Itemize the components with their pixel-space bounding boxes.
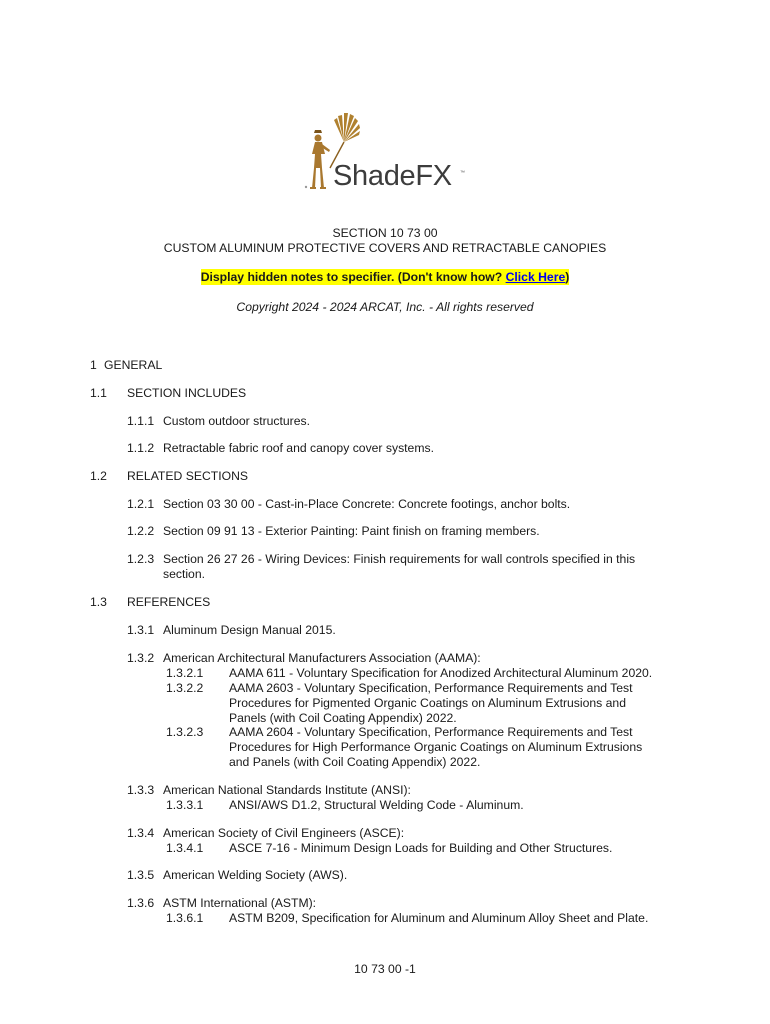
subparagraph-text: Procedures for High Performance Organic Coatings on Aluminum Extrusions bbox=[229, 740, 643, 754]
logo-wordmark: ShadeFX bbox=[333, 160, 452, 192]
paragraph-number: 1.2.2 bbox=[127, 524, 155, 538]
paragraph-number: 1.3.2 bbox=[127, 651, 155, 665]
paragraph-text: Section 03 30 00 - Cast-in-Place Concrete: Concrete footings, anchor bolts. bbox=[163, 497, 571, 511]
subparagraph-text: Panels (with Coil Coating Appendix) 2022. bbox=[229, 711, 457, 725]
section-title: CUSTOM ALUMINUM PROTECTIVE COVERS AND RETRACTABLE CANOPIES bbox=[163, 241, 607, 255]
paragraph-number: 1.3.5 bbox=[127, 868, 155, 882]
paragraph-number: 1.1.2 bbox=[127, 441, 155, 455]
paragraph-number: 1.1.1 bbox=[127, 414, 155, 428]
article-title: RELATED SECTIONS bbox=[127, 469, 248, 483]
paragraph-text: Aluminum Design Manual 2015. bbox=[163, 623, 336, 637]
page-number: 10 73 00 -1 bbox=[354, 962, 416, 976]
article-title: REFERENCES bbox=[127, 595, 211, 609]
subparagraph-number: 1.3.2.2 bbox=[166, 681, 204, 695]
logo-trademark: ™ bbox=[460, 170, 465, 176]
subparagraph-text: AAMA 2603 - Voluntary Specification, Performance Requirements and Test bbox=[229, 681, 633, 695]
paragraph-text: American Welding Society (AWS). bbox=[163, 868, 348, 882]
copyright-line: Copyright 2024 - 2024 ARCAT, Inc. - All rights reserved bbox=[236, 300, 534, 314]
article-number: 1.2 bbox=[90, 469, 107, 483]
subparagraph-text: ASCE 7-16 - Minimum Design Loads for Building and Other Structures. bbox=[229, 841, 613, 855]
paragraph-text: Custom outdoor structures. bbox=[163, 414, 310, 428]
article-number: 1.1 bbox=[90, 386, 107, 400]
paragraph-text: ASTM International (ASTM): bbox=[163, 896, 317, 910]
part-title: GENERAL bbox=[104, 358, 163, 372]
subparagraph-number: 1.3.2.1 bbox=[166, 666, 204, 680]
paragraph-text: Retractable fabric roof and canopy cover systems. bbox=[163, 441, 434, 455]
subparagraph-text: and Panels (with Coil Coating Appendix) 2022. bbox=[229, 755, 481, 769]
subparagraph-text: ASTM B209, Specification for Aluminum and Aluminum Alloy Sheet and Plate. bbox=[229, 911, 649, 925]
paragraph-number: 1.3.4 bbox=[127, 826, 155, 840]
paragraph-number: 1.2.1 bbox=[127, 497, 155, 511]
notes-close: ) bbox=[565, 270, 570, 284]
subparagraph-text: ANSI/AWS D1.2, Structural Welding Code - Aluminum. bbox=[229, 798, 524, 812]
subparagraph-text: Procedures for Pigmented Organic Coatings on Aluminum Extrusions and bbox=[229, 696, 626, 710]
paragraph-number: 1.3.3 bbox=[127, 783, 155, 797]
paragraph-number: 1.3.6 bbox=[127, 896, 155, 910]
article-number: 1.3 bbox=[90, 595, 107, 609]
subparagraph-number: 1.3.4.1 bbox=[166, 841, 204, 855]
click-here-link[interactable]: Click Here bbox=[505, 270, 566, 284]
subparagraph-text: AAMA 2604 - Voluntary Specification, Performance Requirements and Test bbox=[229, 725, 633, 739]
subparagraph-number: 1.3.6.1 bbox=[166, 911, 204, 925]
paragraph-text: American Architectural Manufacturers Association (AAMA): bbox=[163, 651, 481, 665]
section-number: SECTION 10 73 00 bbox=[332, 226, 438, 240]
part-number: 1 bbox=[90, 358, 97, 372]
specifier-notes-highlight bbox=[201, 269, 570, 285]
paragraph-text-cont: section. bbox=[163, 567, 206, 581]
paragraph-number: 1.2.3 bbox=[127, 552, 155, 566]
specifier-notes bbox=[0, 270, 770, 285]
paragraph-text: Section 09 91 13 - Exterior Painting: Paint finish on framing members. bbox=[163, 524, 540, 538]
paragraph-text: Section 26 27 26 - Wiring Devices: Finish requirements for wall controls specified in this bbox=[163, 552, 636, 566]
article-title: SECTION INCLUDES bbox=[127, 386, 247, 400]
subparagraph-number: 1.3.3.1 bbox=[166, 798, 204, 812]
paragraph-text: American Society of Civil Engineers (ASCE): bbox=[163, 826, 405, 840]
subparagraph-number: 1.3.2.3 bbox=[166, 725, 204, 739]
notes-text: Display hidden notes to specifier. (Don't know how? bbox=[200, 270, 506, 284]
paragraph-number: 1.3.1 bbox=[127, 623, 155, 637]
subparagraph-text: AAMA 611 - Voluntary Specification for Anodized Architectural Aluminum 2020. bbox=[229, 666, 653, 680]
paragraph-text: American National Standards Institute (ANSI): bbox=[163, 783, 411, 797]
